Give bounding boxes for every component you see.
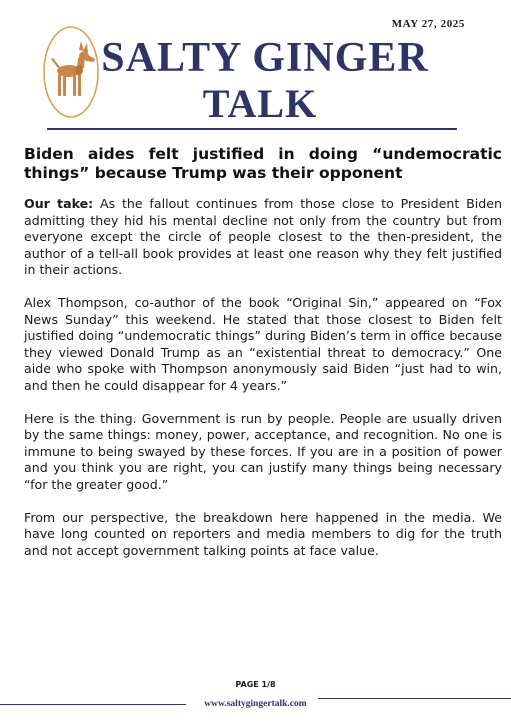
masthead-title-line2: TALK <box>202 81 318 126</box>
logo <box>42 24 100 120</box>
body-paragraph: From our perspective, the breakdown here happened in the media. We have long counted on reporters and media members to dig for the truth and not accept government talking points at face value. <box>24 509 502 558</box>
lead-paragraph <box>24 196 502 279</box>
body-paragraph: Here is the thing. Government is run by people. People are usually driven by the same things: money, power, acceptance, and recognition. No one is immune to being swayed by these forces. If you are in a position of power and you think you are right, you can justify many things being necessary “for the greater good.” <box>24 410 502 492</box>
article-body <box>24 196 502 576</box>
article-headline: Biden aides felt justified in doing “undemocratic things” because Trump was their opponent <box>24 145 502 182</box>
footer-website-link[interactable]: www.saltygingertalk.com <box>204 699 307 709</box>
date-label: MAY 27, 2025 <box>391 18 465 30</box>
lead-label: Our take: <box>24 196 94 211</box>
header-divider <box>47 128 457 130</box>
body-paragraph: Alex Thompson, co-author of the book “Original Sin,” appeared on “Fox News Sunday” this weekend. He stated that those closest to Biden felt justified doing “undemocratic things” during Biden’s term in office because they viewed Donald Trump as an “existential threat to democracy.” One aide who spoke with Thompson anonymously said Biden “just had to win, and then he could disappear for 4 years.” <box>24 295 502 393</box>
lead-text: As the fallout continues from those close to President Biden admitting they hid his mental decline not only from the country but from everyone except the circle of people closest to the then-president, the author of a tell-all book provides at least one reason why they felt justified in their actions. <box>24 196 502 277</box>
page-number: PAGE 1/8 <box>235 680 276 689</box>
masthead-title-line1: SALTY GINGER <box>101 35 429 81</box>
